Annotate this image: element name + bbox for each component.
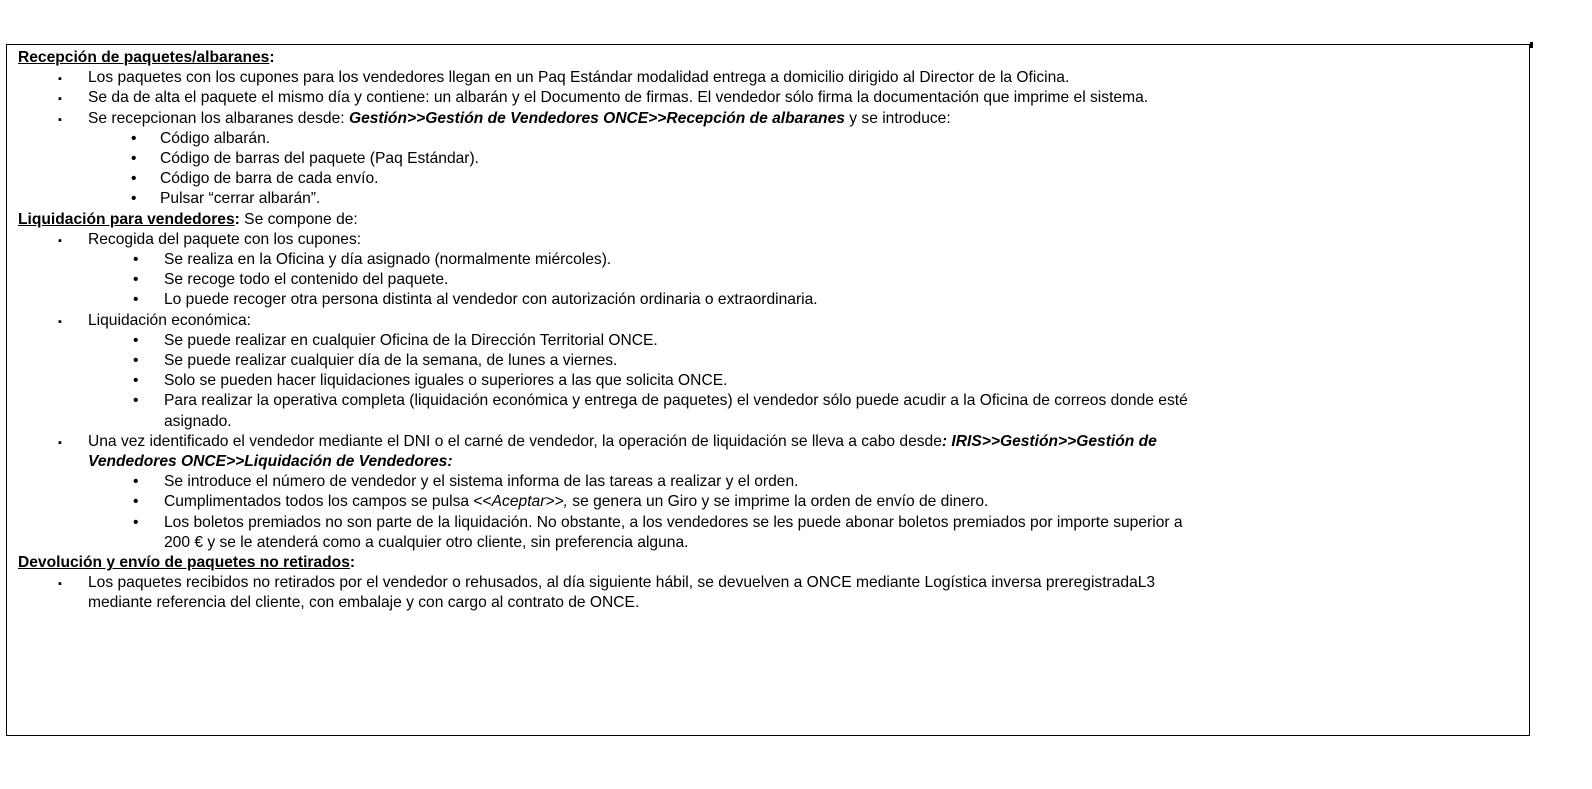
menu-path: Gestión>>Gestión de Vendedores ONCE>>Recepción de albaranes [348,109,845,127]
list-item: ▪ Se recepcionan los albaranes desde: Gestión>>Gestión de Vendedores ONCE>>Recepción de albaranes y se introduce: [18,109,1523,129]
square-bullet-icon: ▪ [58,578,62,591]
dot-bullet-icon: • [131,129,137,147]
square-bullet-icon: ▪ [58,436,62,449]
square-bullet-icon: ▪ [58,93,62,106]
section-heading-reception: Recepción de paquetes/albaranes: [18,49,275,66]
sub-list-item: • Código albarán. [18,129,1523,149]
list-item: ▪ Los paquetes con los cupones para los vendedores llegan en un Paq Estándar modalidad entrega a domicilio dirigido al Director de la Oficina. [18,68,1523,88]
sub-list-item-continuation: 200 € y se le atenderá como a cualquier otro cliente, sin preferencia alguna. [164,533,689,551]
dot-bullet-icon: • [133,251,139,269]
list-item: ▪ Recogida del paquete con los cupones: [18,230,1523,250]
dot-bullet-icon: • [131,170,137,188]
section-heading-returns: Devolución y envío de paquetes no retirados: [18,554,356,572]
dot-bullet-icon: • [133,493,139,511]
sub-list-item: • Solo se pueden hacer liquidaciones iguales o superiores a las que solicita ONCE. [18,371,1523,391]
sub-list-item-continuation: asignado. [164,412,232,430]
sub-list-item: • Código de barra de cada envío. [18,169,1523,189]
section-heading-liquidation: Liquidación para vendedores: Se compone de: [18,210,358,228]
square-bullet-icon: ▪ [58,315,62,328]
dot-bullet-icon: • [133,372,139,390]
square-bullet-icon: ▪ [58,234,62,247]
sub-list-item: • Se puede realizar cualquier día de la semana, de lunes a viernes. [18,351,1523,371]
list-item: ▪ Se da de alta el paquete el mismo día y contiene: un albarán y el Documento de firmas. El vendedor sólo firma la documentación que imprime el sistema. [18,88,1523,108]
list-item-continuation: mediante referencia del cliente, con embalaje y con cargo al contrato de ONCE. [88,594,640,612]
square-bullet-icon: ▪ [58,73,62,86]
sub-list-item: • Código de barras del paquete (Paq Estándar). [18,149,1523,169]
dot-bullet-icon: • [133,352,139,370]
dot-bullet-icon: • [133,291,139,309]
list-item-continuation [18,452,1523,472]
sub-list-item: • Se recoge todo el contenido del paquete. [18,270,1523,290]
menu-path: : IRIS>>Gestión>>Gestión de [941,432,1157,450]
dot-bullet-icon: • [133,271,139,289]
list-item: ▪ Los paquetes recibidos no retirados por el vendedor o rehusados, al día siguiente hábil, se devuelven a ONCE mediante Logística inversa preregistradaL3 [18,573,1523,593]
sub-list-item: • Se realiza en la Oficina y día asignado (normalmente miércoles). [18,250,1523,270]
sub-list-item: • Se introduce el número de vendedor y el sistema informa de las tareas a realizar y el orden. [18,472,1523,492]
list-item: ▪ Una vez identificado el vendedor mediante el DNI o el carné de vendedor, la operación de liquidación se lleva a cabo desde: IRIS>>Gestión>>Gestión de [18,432,1523,452]
document-body [18,48,1523,614]
sub-list-item: • Se puede realizar en cualquier Oficina de la Dirección Territorial ONCE. [18,331,1523,351]
sub-list-item: • Cumplimentados todos los campos se pulsa <<Aceptar>>, se genera un Giro y se imprime la orden de envío de dinero. [18,492,1523,512]
dot-bullet-icon: • [133,331,139,349]
list-item: ▪ Liquidación económica: [18,311,1523,331]
dot-bullet-icon: • [133,513,139,531]
dot-bullet-icon: • [131,150,137,168]
dot-bullet-icon: • [133,473,139,491]
sub-list-item: • Los boletos premiados no son parte de la liquidación. No obstante, a los vendedores se les puede abonar boletos premiados por importe superior a [18,513,1523,533]
dot-bullet-icon: • [131,190,137,208]
sub-list-item: • Pulsar “cerrar albarán”. [18,189,1523,209]
square-bullet-icon: ▪ [58,113,62,126]
sub-list-item: • Para realizar la operativa completa (liquidación económica y entrega de paquetes) el vendedor sólo puede acudir a la Oficina de correos donde esté [18,391,1523,411]
frame-corner-mark [1530,42,1533,48]
sub-list-item: • Lo puede recoger otra persona distinta al vendedor con autorización ordinaria o extraordinaria. [18,290,1523,310]
menu-path: Vendedores ONCE>>Liquidación de Vendedores: [88,453,453,471]
dot-bullet-icon: • [133,392,139,410]
